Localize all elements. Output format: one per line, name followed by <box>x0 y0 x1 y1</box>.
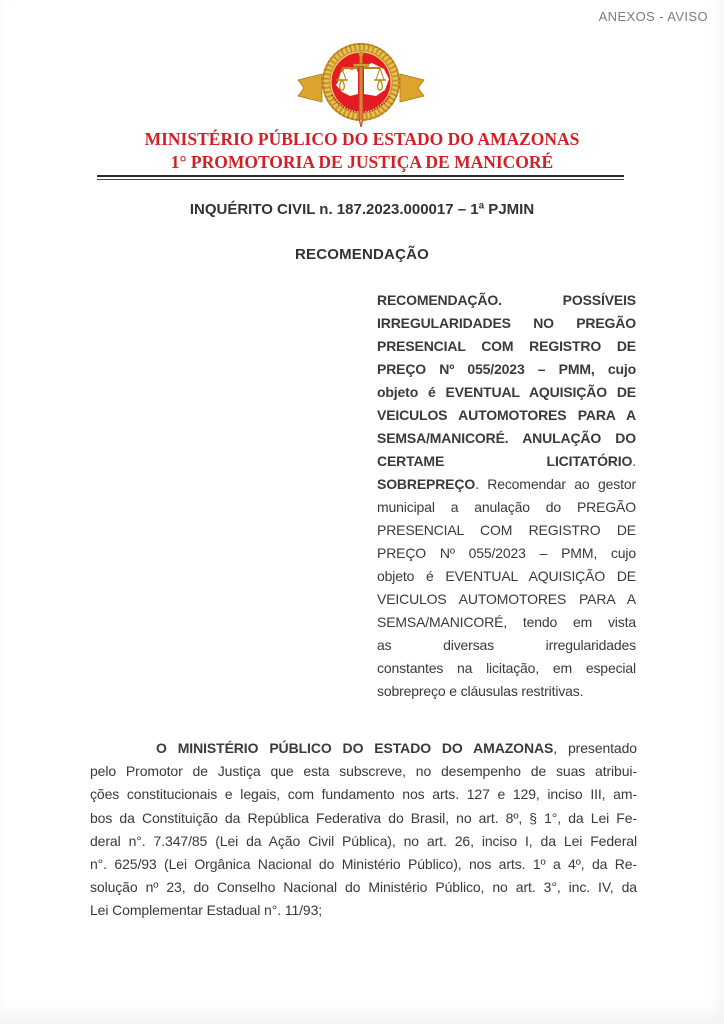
summary-block <box>377 289 636 703</box>
text-line: PREÇO Nº 055/2023 – PMM, cujo <box>377 545 636 561</box>
text-line: IRREGULARIDADES NO PREGÃO <box>377 315 636 331</box>
text-line: VEICULOS AUTOMOTORES PARA A <box>377 407 636 423</box>
text-line: SEMSA/MANICORÉ, tendo em vista <box>377 614 636 630</box>
text-line: ções constitucionais e legais, com fundamento nos arts. 127 e 129, inciso III, am- <box>90 786 637 803</box>
text-line: as diversas irregularidades <box>377 637 636 653</box>
case-number-line: INQUÉRITO CIVIL n. 187.2023.000017 – 1ª PJMIN <box>189 201 535 218</box>
text-line: bos da Constituição da República Federativa do Brasil, no art. 8º, § 1°, da Lei Fe- <box>90 809 637 826</box>
text-line: municipal a anulação do PREGÃO <box>377 499 636 515</box>
text-line: pelo Promotor de Justiça que esta subscreve, no desempenho de suas atribui- <box>90 763 637 780</box>
corner-label: ANEXOS - AVISO <box>598 9 708 24</box>
mpam-crest-logo <box>292 40 432 140</box>
text-line: O MINISTÉRIO PÚBLICO DO ESTADO DO AMAZONAS, presentado <box>156 740 637 756</box>
text-line: n°. 625/93 (Lei Orgânica Nacional do Ministério Público), nos arts. 1º a 4º, da Re- <box>90 856 637 873</box>
text-line: objeto é EVENTUAL AQUISIÇÃO DE <box>377 384 636 400</box>
text-line: RECOMENDAÇÃO. POSSÍVEIS <box>377 292 636 308</box>
masthead <box>0 128 724 174</box>
org-title-line1: MINISTÉRIO PÚBLICO DO ESTADO DO AMAZONAS <box>144 129 580 149</box>
text-line: VEICULOS AUTOMOTORES PARA A <box>377 591 636 607</box>
text-line: CERTAME LICITATÓRIO. <box>377 453 636 469</box>
text-line: SEMSA/MANICORÉ. ANULAÇÃO DO <box>377 430 636 446</box>
text-line: Lei Complementar Estadual n°. 11/93; <box>90 902 323 919</box>
body-paragraph <box>90 737 637 923</box>
text-line: PRESENCIAL COM REGISTRO DE <box>377 338 636 354</box>
text-line: constantes na licitação, em especial <box>377 660 636 676</box>
org-title-line2: 1° PROMOTORIA DE JUSTIÇA DE MANICORÉ <box>170 152 554 172</box>
text-line: PREÇO Nº 055/2023 – PMM, cujo <box>377 361 636 377</box>
text-line: solução nº 23, do Conselho Nacional do Ministério Público, no art. 3°, inc. IV, da <box>90 879 637 896</box>
text-line: sobrepreço e cláusulas restritivas. <box>377 683 584 699</box>
text-line: PRESENCIAL COM REGISTRO DE <box>377 522 636 538</box>
text-line: objeto é EVENTUAL AQUISIÇÃO DE <box>377 568 636 584</box>
text-line: deral n°. 7.347/85 (Lei da Ação Civil Pública), no art. 26, inciso I, da Lei Federal <box>90 832 637 849</box>
document-title: RECOMENDAÇÃO <box>294 246 430 263</box>
header-rule <box>97 175 624 180</box>
text-line: SOBREPREÇO. Recomendar ao gestor <box>377 476 636 492</box>
